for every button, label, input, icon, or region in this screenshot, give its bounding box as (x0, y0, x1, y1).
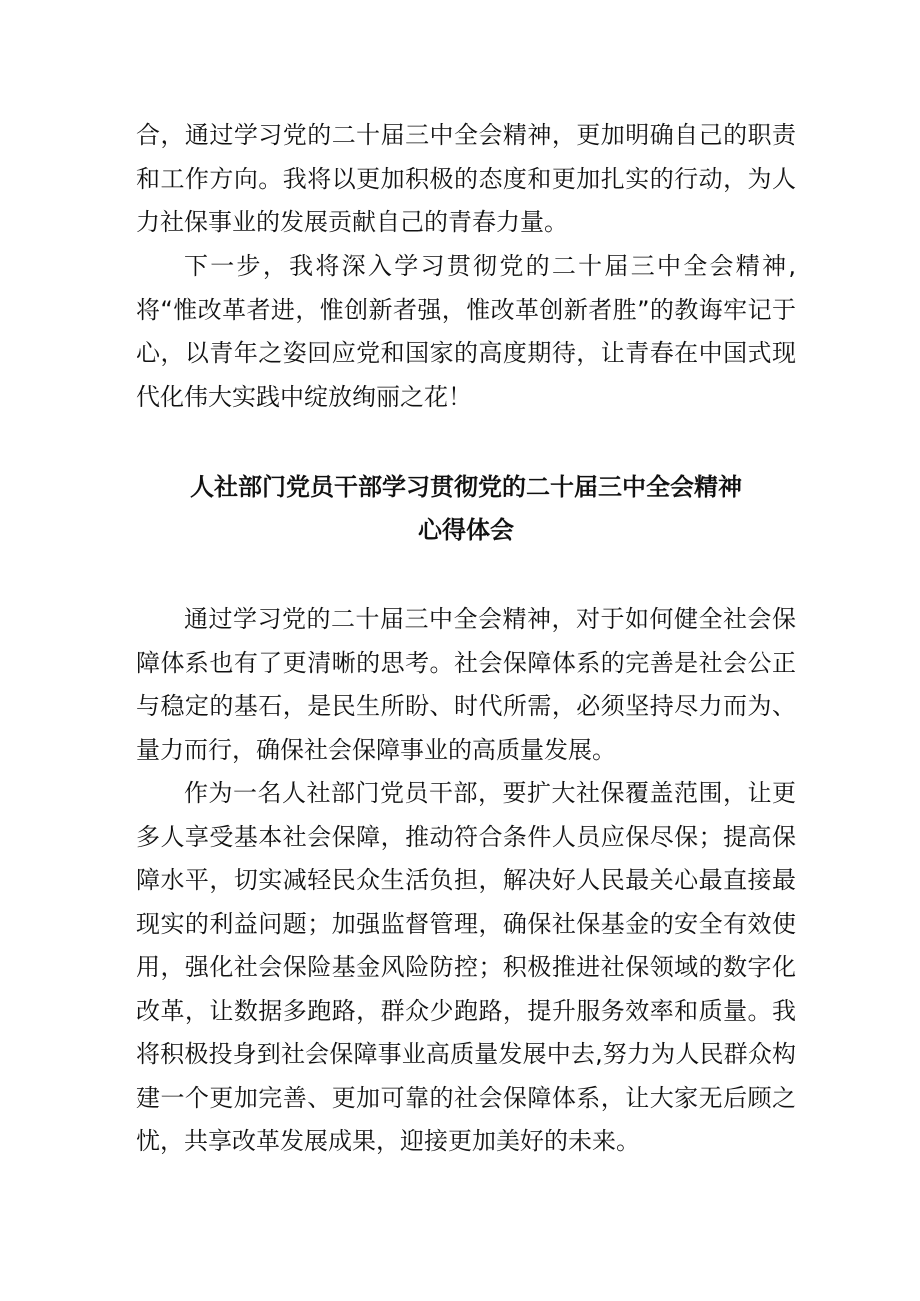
article-title-line-1: 人社部门党员干部学习贯彻党的二十届三中全会精神 (190, 473, 742, 501)
paragraph-next-step: 下一步，我将深入学习贯彻党的二十届三中全会精神,将“惟改革者进，惟创新者强，惟改革创新者胜”的教诲牢记于心，以青年之姿回应党和国家的高度期待，让青春在中国式现代化伟大实践中绽放绚丽之花！ (136, 252, 796, 411)
paragraph-continuation: 合，通过学习党的二十届三中全会精神，更加明确自己的职责和工作方向。我将以更加积极的态度和更加扎实的行动，为人力社保事业的发展贡献自己的青春力量。 (136, 121, 796, 236)
paragraph-body: 作为一名人社部门党员干部，要扩大社保覆盖范围，让更多人享受基本社会保障，推动符合条件人员应保尽保；提高保障水平，切实减轻民众生活负担，解决好人民最关心最直接最现实的利益问题；加强监督管理，确保社保基金的安全有效使用，强化社会保险基金风险防控；积极推进社保领域的数字化改革，让数据多跑路，群众少跑路，提升服务效率和质量。我将积极投身到社会保障事业高质量发展中去,努力为人民群众构建一个更加完善、更加可靠的社会保障体系，让大家无后顾之忧，共享改革发展成果，迎接更加美好的未来。 (136, 779, 796, 1155)
article-title-line-2: 心得体会 (418, 516, 514, 544)
paragraph-intro: 通过学习党的二十届三中全会精神，对于如何健全社会保障体系也有了更清晰的思考。社会保障体系的完善是社会公正与稳定的基石，是民生所盼、时代所需，必须坚持尽力而为、量力而行，确保社会保障事业的高质量发展。 (136, 605, 796, 764)
